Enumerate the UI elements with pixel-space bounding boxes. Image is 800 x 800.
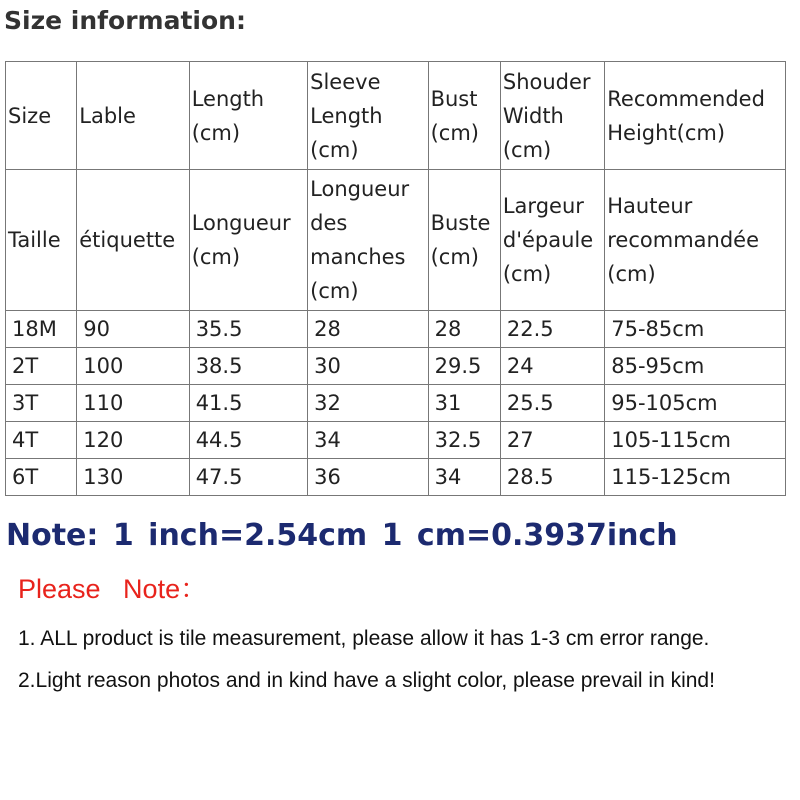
table-cell: 38.5 xyxy=(189,348,307,385)
table-cell: 2T xyxy=(6,348,77,385)
table-cell: 34 xyxy=(428,459,500,496)
header-row-english xyxy=(6,62,786,170)
header-row-french xyxy=(6,170,786,311)
size-table xyxy=(5,61,786,496)
table-cell: Bust (cm) xyxy=(428,62,500,170)
table-cell: 22.5 xyxy=(500,311,604,348)
table-cell: Longueur (cm) xyxy=(189,170,307,311)
table-cell: 27 xyxy=(500,422,604,459)
table-cell: 28.5 xyxy=(500,459,604,496)
table-row xyxy=(6,422,786,459)
table-cell: Length (cm) xyxy=(189,62,307,170)
table-cell: 18M xyxy=(6,311,77,348)
conversion-note: Note: 1 inch=2.54cm 1 cm=0.3937inch xyxy=(6,518,678,553)
table-cell: Size xyxy=(6,62,77,170)
table-cell: 28 xyxy=(428,311,500,348)
table-cell: 28 xyxy=(308,311,428,348)
table-cell: 36 xyxy=(308,459,428,496)
table-cell: 95-105cm xyxy=(605,385,786,422)
table-cell: 105-115cm xyxy=(605,422,786,459)
table-cell: 4T xyxy=(6,422,77,459)
table-cell: 3T xyxy=(6,385,77,422)
table-cell: 120 xyxy=(77,422,189,459)
table-cell: 29.5 xyxy=(428,348,500,385)
table-cell: 30 xyxy=(308,348,428,385)
notes-list xyxy=(18,618,778,702)
table-cell: Taille xyxy=(6,170,77,311)
table-cell: 85-95cm xyxy=(605,348,786,385)
table-row xyxy=(6,348,786,385)
table-cell: 44.5 xyxy=(189,422,307,459)
table-cell: Hauteur recommandée (cm) xyxy=(605,170,786,311)
table-cell: Sleeve Length (cm) xyxy=(308,62,428,170)
table-cell: 35.5 xyxy=(189,311,307,348)
table-cell: 24 xyxy=(500,348,604,385)
table-cell: 32 xyxy=(308,385,428,422)
table-cell: 31 xyxy=(428,385,500,422)
page-title: Size information: xyxy=(4,6,246,35)
table-cell: 115-125cm xyxy=(605,459,786,496)
table-cell: Largeur d'épaule (cm) xyxy=(500,170,604,311)
table-cell: 75-85cm xyxy=(605,311,786,348)
note-item: 1. ALL product is tile measurement, please allow it has 1-3 cm error range. xyxy=(18,627,710,650)
table-cell: 25.5 xyxy=(500,385,604,422)
table-cell: Longueur des manches (cm) xyxy=(308,170,428,311)
table-cell: 34 xyxy=(308,422,428,459)
table-cell: Shouder Width (cm) xyxy=(500,62,604,170)
table-cell: 90 xyxy=(77,311,189,348)
please-note-heading: Please Note： xyxy=(18,574,208,604)
table-cell: 47.5 xyxy=(189,459,307,496)
table-cell: étiquette xyxy=(77,170,189,311)
table-cell: 41.5 xyxy=(189,385,307,422)
table-row xyxy=(6,459,786,496)
table-cell: 32.5 xyxy=(428,422,500,459)
table-cell: 100 xyxy=(77,348,189,385)
table-cell: 6T xyxy=(6,459,77,496)
table-cell: 130 xyxy=(77,459,189,496)
table-row xyxy=(6,311,786,348)
table-cell: Buste (cm) xyxy=(428,170,500,311)
table-row xyxy=(6,385,786,422)
note-item: 2.Light reason photos and in kind have a slight color, please prevail in kind! xyxy=(18,669,715,692)
table-cell: 110 xyxy=(77,385,189,422)
table-cell: Recommended Height(cm) xyxy=(605,62,786,170)
table-cell: Lable xyxy=(77,62,189,170)
